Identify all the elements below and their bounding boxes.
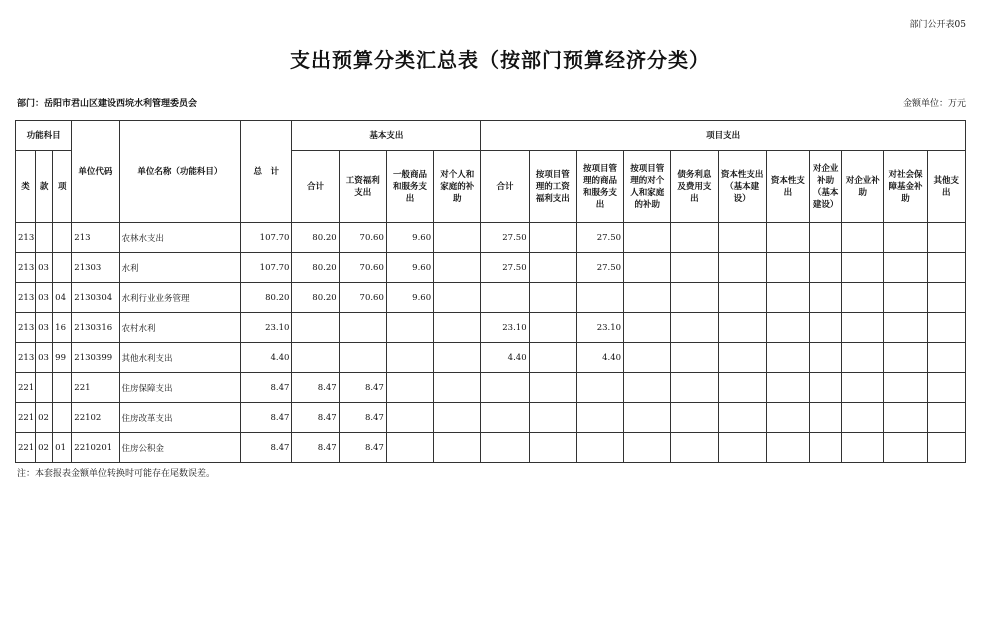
header-unit-name: 单位名称（功能科目） <box>119 121 241 223</box>
cell-p-total: 27.50 <box>481 223 529 253</box>
cell-p-wage <box>529 433 576 463</box>
cell-empty <box>671 343 718 373</box>
cell-lei: 221 <box>16 373 36 403</box>
cell-p-goods <box>576 283 623 313</box>
cell-b-person <box>434 253 481 283</box>
cell-name: 水利 <box>119 253 241 283</box>
header-basic: 基本支出 <box>292 121 481 151</box>
cell-b-wage <box>339 313 386 343</box>
budget-table <box>15 120 966 463</box>
cell-empty <box>927 253 965 283</box>
cell-p-wage <box>529 313 576 343</box>
cell-lei: 213 <box>16 313 36 343</box>
header-xiang: 项 <box>53 151 72 223</box>
cell-empty <box>884 283 927 313</box>
cell-p-total <box>481 283 529 313</box>
cell-total: 8.47 <box>241 373 292 403</box>
cell-empty <box>810 373 842 403</box>
cell-b-person <box>434 433 481 463</box>
cell-b-person <box>434 373 481 403</box>
cell-code: 213 <box>72 223 119 253</box>
cell-b-total: 8.47 <box>292 403 339 433</box>
cell-xiang <box>53 223 72 253</box>
cell-empty <box>927 373 965 403</box>
header-project-col: 债务利息及费用支出 <box>671 151 718 223</box>
cell-empty <box>884 253 927 283</box>
cell-empty <box>766 433 809 463</box>
cell-kuan: 03 <box>36 313 53 343</box>
cell-p-total <box>481 433 529 463</box>
cell-empty <box>810 403 842 433</box>
cell-p-wage <box>529 343 576 373</box>
cell-empty <box>842 223 884 253</box>
cell-empty <box>671 373 718 403</box>
cell-p-total <box>481 373 529 403</box>
cell-b-goods: 9.60 <box>386 253 433 283</box>
header-project-col: 合计 <box>481 151 529 223</box>
cell-code: 2130399 <box>72 343 119 373</box>
cell-p-total: 23.10 <box>481 313 529 343</box>
cell-code: 21303 <box>72 253 119 283</box>
cell-empty <box>766 223 809 253</box>
cell-p-total <box>481 403 529 433</box>
header-project-col: 对社会保障基金补助 <box>884 151 927 223</box>
cell-empty <box>927 223 965 253</box>
cell-b-total <box>292 313 339 343</box>
cell-empty <box>927 313 965 343</box>
cell-b-goods: 9.60 <box>386 283 433 313</box>
cell-empty <box>842 373 884 403</box>
cell-p-goods: 27.50 <box>576 223 623 253</box>
cell-name: 住房保障支出 <box>119 373 241 403</box>
header-basic-col: 合计 <box>292 151 339 223</box>
cell-p-total: 27.50 <box>481 253 529 283</box>
cell-total: 23.10 <box>241 313 292 343</box>
table-row <box>16 313 966 343</box>
cell-empty <box>927 283 965 313</box>
cell-kuan: 02 <box>36 433 53 463</box>
cell-lei: 221 <box>16 403 36 433</box>
cell-b-total <box>292 343 339 373</box>
cell-empty <box>718 433 766 463</box>
header-basic-col: 工资福利支出 <box>339 151 386 223</box>
cell-p-wage <box>529 283 576 313</box>
cell-empty <box>624 433 671 463</box>
cell-name: 农林水支出 <box>119 223 241 253</box>
table-row <box>16 283 966 313</box>
header-kuan: 款 <box>36 151 53 223</box>
cell-empty <box>927 403 965 433</box>
cell-total: 8.47 <box>241 403 292 433</box>
cell-empty <box>766 403 809 433</box>
cell-kuan <box>36 223 53 253</box>
cell-b-goods <box>386 343 433 373</box>
cell-b-person <box>434 313 481 343</box>
department-label: 部门：岳阳市君山区建设西垸水利管理委员会 <box>17 99 198 109</box>
cell-p-goods: 27.50 <box>576 253 623 283</box>
header-project-col: 资本性支出 <box>766 151 809 223</box>
cell-b-goods <box>386 373 433 403</box>
cell-xiang <box>53 253 72 283</box>
cell-b-total: 80.20 <box>292 223 339 253</box>
cell-empty <box>884 373 927 403</box>
cell-b-goods <box>386 313 433 343</box>
cell-empty <box>718 403 766 433</box>
cell-empty <box>624 253 671 283</box>
cell-total: 107.70 <box>241 253 292 283</box>
cell-empty <box>624 343 671 373</box>
cell-empty <box>766 283 809 313</box>
cell-empty <box>671 253 718 283</box>
cell-b-wage: 70.60 <box>339 253 386 283</box>
cell-kuan: 02 <box>36 403 53 433</box>
cell-b-wage <box>339 343 386 373</box>
header-project-col: 按项目管理的工资福利支出 <box>529 151 576 223</box>
table-row <box>16 433 966 463</box>
header-project-col: 按项目管理的对个人和家庭的补助 <box>624 151 671 223</box>
cell-empty <box>810 283 842 313</box>
cell-empty <box>671 223 718 253</box>
cell-p-goods <box>576 433 623 463</box>
cell-b-wage: 70.60 <box>339 223 386 253</box>
cell-empty <box>810 253 842 283</box>
header-basic-col: 对个人和家庭的补助 <box>434 151 481 223</box>
cell-empty <box>842 433 884 463</box>
cell-empty <box>671 313 718 343</box>
cell-p-goods <box>576 373 623 403</box>
cell-empty <box>810 313 842 343</box>
cell-lei: 213 <box>16 343 36 373</box>
header-unit-code: 单位代码 <box>72 121 119 223</box>
cell-empty <box>624 373 671 403</box>
cell-kuan: 03 <box>36 343 53 373</box>
cell-xiang <box>53 373 72 403</box>
cell-p-wage <box>529 373 576 403</box>
cell-b-wage: 8.47 <box>339 403 386 433</box>
table-row <box>16 373 966 403</box>
cell-b-total: 8.47 <box>292 433 339 463</box>
table-row <box>16 253 966 283</box>
table-row <box>16 403 966 433</box>
cell-empty <box>624 403 671 433</box>
cell-p-goods <box>576 403 623 433</box>
cell-b-goods: 9.60 <box>386 223 433 253</box>
cell-empty <box>624 313 671 343</box>
cell-lei: 213 <box>16 283 36 313</box>
cell-empty <box>884 313 927 343</box>
cell-name: 农村水利 <box>119 313 241 343</box>
cell-empty <box>927 433 965 463</box>
cell-empty <box>718 283 766 313</box>
cell-empty <box>810 433 842 463</box>
cell-p-goods: 4.40 <box>576 343 623 373</box>
cell-code: 2210201 <box>72 433 119 463</box>
cell-lei: 213 <box>16 223 36 253</box>
table-row <box>16 223 966 253</box>
cell-empty <box>766 253 809 283</box>
cell-empty <box>842 343 884 373</box>
cell-b-total: 8.47 <box>292 373 339 403</box>
cell-empty <box>842 313 884 343</box>
cell-empty <box>671 403 718 433</box>
page-title: 支出预算分类汇总表（按部门预算经济分类） <box>290 48 710 72</box>
cell-empty <box>766 373 809 403</box>
cell-kuan <box>36 373 53 403</box>
cell-empty <box>718 313 766 343</box>
header-project-col: 对企业补助（基本建设） <box>810 151 842 223</box>
cell-empty <box>624 223 671 253</box>
cell-lei: 221 <box>16 433 36 463</box>
cell-lei: 213 <box>16 253 36 283</box>
cell-empty <box>718 373 766 403</box>
cell-xiang: 99 <box>53 343 72 373</box>
cell-b-person <box>434 283 481 313</box>
cell-empty <box>671 283 718 313</box>
cell-p-goods: 23.10 <box>576 313 623 343</box>
cell-empty <box>810 343 842 373</box>
cell-total: 107.70 <box>241 223 292 253</box>
cell-name: 住房改革支出 <box>119 403 241 433</box>
cell-empty <box>842 283 884 313</box>
cell-b-wage: 70.60 <box>339 283 386 313</box>
cell-empty <box>718 343 766 373</box>
cell-p-wage <box>529 223 576 253</box>
cell-b-person <box>434 343 481 373</box>
cell-p-wage <box>529 403 576 433</box>
cell-empty <box>718 253 766 283</box>
cell-b-total: 80.20 <box>292 283 339 313</box>
cell-empty <box>884 343 927 373</box>
cell-b-wage: 8.47 <box>339 433 386 463</box>
cell-name: 其他水利支出 <box>119 343 241 373</box>
cell-empty <box>842 403 884 433</box>
cell-b-goods <box>386 403 433 433</box>
cell-empty <box>624 283 671 313</box>
cell-code: 221 <box>72 373 119 403</box>
cell-xiang <box>53 403 72 433</box>
cell-b-wage: 8.47 <box>339 373 386 403</box>
cell-empty <box>718 223 766 253</box>
cell-b-person <box>434 223 481 253</box>
cell-total: 80.20 <box>241 283 292 313</box>
table-row <box>16 343 966 373</box>
header-project-col: 对企业补助 <box>842 151 884 223</box>
cell-xiang: 01 <box>53 433 72 463</box>
cell-b-total: 80.20 <box>292 253 339 283</box>
cell-empty <box>766 343 809 373</box>
cell-name: 住房公积金 <box>119 433 241 463</box>
cell-empty <box>810 223 842 253</box>
cell-empty <box>766 313 809 343</box>
cell-kuan: 03 <box>36 283 53 313</box>
cell-empty <box>671 433 718 463</box>
header-project-col: 其他支出 <box>927 151 965 223</box>
header-basic-col: 一般商品和服务支出 <box>386 151 433 223</box>
cell-empty <box>842 253 884 283</box>
cell-code: 2130316 <box>72 313 119 343</box>
header-project-col: 资本性支出（基本建设） <box>718 151 766 223</box>
cell-b-person <box>434 403 481 433</box>
header-project: 项目支出 <box>481 121 966 151</box>
cell-xiang: 04 <box>53 283 72 313</box>
cell-kuan: 03 <box>36 253 53 283</box>
header-project-col: 按项目管理的商品和服务支出 <box>576 151 623 223</box>
footnote: 注：本套报表金额单位转换时可能存在尾数误差。 <box>17 469 216 479</box>
cell-empty <box>927 343 965 373</box>
cell-empty <box>884 223 927 253</box>
header-func-subject: 功能科目 <box>16 121 72 151</box>
table-id-label: 部门公开表05 <box>909 20 966 30</box>
cell-code: 2130304 <box>72 283 119 313</box>
cell-code: 22102 <box>72 403 119 433</box>
cell-name: 水利行业业务管理 <box>119 283 241 313</box>
cell-xiang: 16 <box>53 313 72 343</box>
cell-empty <box>884 403 927 433</box>
cell-b-goods <box>386 433 433 463</box>
cell-p-total: 4.40 <box>481 343 529 373</box>
header-lei: 类 <box>16 151 36 223</box>
cell-total: 4.40 <box>241 343 292 373</box>
unit-label: 金额单位：万元 <box>902 99 966 109</box>
cell-total: 8.47 <box>241 433 292 463</box>
header-total: 总 计 <box>241 121 292 223</box>
cell-empty <box>884 433 927 463</box>
cell-p-wage <box>529 253 576 283</box>
